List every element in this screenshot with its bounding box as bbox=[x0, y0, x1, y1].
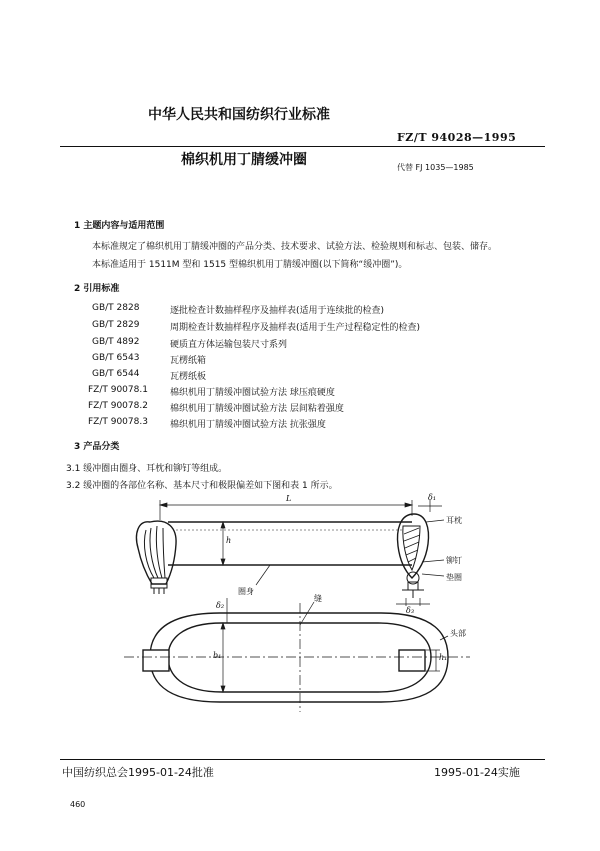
label-delta3: δ₃ bbox=[406, 606, 415, 615]
label-stitch: 缝 bbox=[314, 594, 322, 603]
ref-name: 瓦楞纸箱 bbox=[170, 356, 207, 366]
ref-code: GB/T 6544 bbox=[92, 369, 140, 379]
label-h1: h₁ bbox=[439, 653, 448, 662]
section-2-heading: 2 引用标准 bbox=[74, 284, 120, 294]
label-ring-body: 圈身 bbox=[238, 587, 254, 596]
right-ear-pillow bbox=[398, 514, 429, 598]
ref-name: 棉织机用丁腈缓冲圈试验方法 抗张强度 bbox=[170, 420, 326, 430]
ref-code: FZ/T 90078.1 bbox=[88, 385, 148, 395]
ref-code: FZ/T 90078.3 bbox=[88, 417, 148, 427]
label-ear-pillow: 耳枕 bbox=[446, 516, 462, 525]
front-view-dimensions bbox=[124, 598, 470, 712]
document-title: 棉织机用丁腈缓冲圈 bbox=[181, 152, 307, 168]
standard-number: FZ/T 94028—1995 bbox=[397, 131, 517, 144]
footer-rule bbox=[60, 759, 545, 760]
section-3-2: 3.2 缓冲圈的各部位名称、基本尺寸和极限偏差如下图和表 1 所示。 bbox=[66, 481, 338, 491]
header-rule bbox=[60, 146, 545, 147]
band-body bbox=[168, 522, 412, 565]
section-1-heading: 1 主题内容与适用范围 bbox=[74, 221, 165, 231]
section-1-para-1: 本标准规定了棉织机用丁腈缓冲圈的产品分类、技术要求、试验方法、检验规则和标志、包装、储存。 bbox=[92, 242, 498, 252]
label-h: h bbox=[226, 536, 232, 545]
ref-name: 棉织机用丁腈缓冲圈试验方法 层间粘着强度 bbox=[170, 404, 344, 414]
label-rivet: 铆钉 bbox=[446, 556, 462, 565]
ref-name: 棉织机用丁腈缓冲圈试验方法 球压痕硬度 bbox=[170, 388, 335, 398]
ref-code: GB/T 2829 bbox=[92, 320, 140, 330]
replaces-note: 代替 FJ 1035—1985 bbox=[397, 163, 474, 172]
issuing-org-title: 中华人民共和国纺织行业标准 bbox=[148, 107, 330, 123]
section-3-1: 3.1 缓冲圈由圈身、耳枕和铆钉等组成。 bbox=[66, 464, 228, 474]
section-1-para-2: 本标准适用于 1511M 型和 1515 型棉织机用丁腈缓冲圈(以下简称“缓冲圈”)。 bbox=[92, 260, 408, 270]
ref-code: GB/T 2828 bbox=[92, 303, 140, 313]
label-L: L bbox=[286, 494, 292, 503]
label-b1: b₁ bbox=[213, 651, 222, 660]
section-3-heading: 3 产品分类 bbox=[74, 442, 120, 452]
left-ear-pillow bbox=[137, 521, 177, 594]
label-head: 头部 bbox=[450, 629, 466, 638]
ref-name: 瓦楞纸板 bbox=[170, 372, 207, 382]
ref-code: GB/T 4892 bbox=[92, 337, 140, 347]
ref-name: 逐批检查计数抽样程序及抽样表(适用于连续批的检查) bbox=[170, 306, 385, 316]
effective-date: 1995-01-24实施 bbox=[434, 766, 520, 779]
approval-line: 中国纺织总会1995-01-24批准 bbox=[62, 766, 214, 779]
label-washer: 垫圈 bbox=[446, 573, 462, 582]
page-number: 460 bbox=[70, 800, 86, 809]
ref-code: FZ/T 90078.2 bbox=[88, 401, 148, 411]
label-delta1: δ₁ bbox=[428, 493, 437, 502]
front-view-ring bbox=[143, 613, 448, 702]
ref-name: 硬质直方体运输包装尺寸系列 bbox=[170, 340, 288, 350]
ref-name: 周期检查计数抽样程序及抽样表(适用于生产过程稳定性的检查) bbox=[170, 323, 421, 333]
ref-code: GB/T 6543 bbox=[92, 353, 140, 363]
label-delta2: δ₂ bbox=[216, 601, 225, 610]
dimension-lines bbox=[160, 500, 444, 606]
